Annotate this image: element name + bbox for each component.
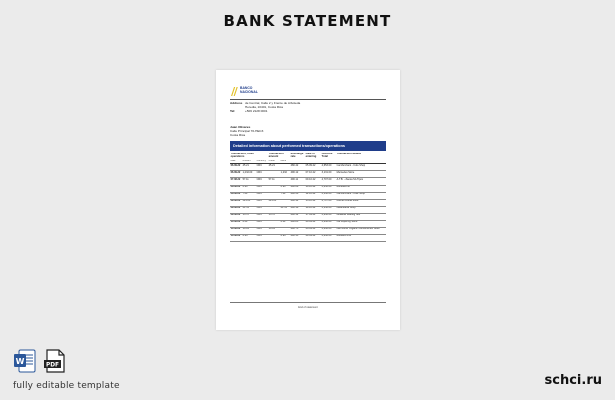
- cell-details: Iva Supering Store: [336, 220, 386, 227]
- subheader-date: Date: [230, 160, 242, 164]
- word-icon-letter: W: [15, 356, 25, 366]
- cell-credit: 16.91: [268, 227, 280, 234]
- header-transaction: Transaction, other operations: [230, 153, 254, 159]
- table-row: [230, 206, 386, 213]
- cell-date-entering: 09.10.22: [305, 178, 321, 185]
- customer-block: [230, 125, 263, 137]
- cell-account-total: 3,131.00: [321, 171, 336, 178]
- cell-credit: [268, 206, 280, 213]
- cell-account-total: 3,152.00: [321, 206, 336, 213]
- cell-date-entering: 10.10.22: [305, 185, 321, 192]
- cell-debit: 6.96: [280, 235, 290, 242]
- document-page: [216, 70, 400, 330]
- cell-exchange-rate: 490.12: [290, 171, 305, 178]
- table-row: [230, 220, 386, 227]
- file-format-icons: [14, 349, 66, 373]
- section-banner: Detailed information about performed transactions/operations: [230, 141, 386, 151]
- cell-credit: [268, 185, 280, 192]
- cell-debit: [280, 164, 290, 171]
- cell-amount: 57.11: [242, 178, 256, 185]
- cell-date: 06.09.22: [230, 171, 242, 178]
- cell-exchange-rate: 490.28: [290, 185, 305, 192]
- cell-date: 08.08.22: [230, 192, 242, 199]
- table-group-header: [230, 153, 386, 160]
- cell-credit: [268, 220, 280, 227]
- transactions-body: [230, 164, 386, 242]
- cell-account-total: 4,653.00: [321, 164, 336, 171]
- cell-exchange-rate: 490.73: [290, 227, 305, 234]
- cell-amount: 7.32: [242, 192, 256, 199]
- cell-currency: CRC: [256, 185, 268, 192]
- cell-date-entering: 17.09.22: [305, 213, 321, 220]
- customer-address-line: Calle Principal 70-HEC3: [230, 129, 264, 133]
- word-file-icon: [14, 349, 36, 373]
- table-row: [230, 235, 386, 242]
- cell-details: Iva Merchant - Cofe Shop: [336, 164, 386, 171]
- cell-date: 09.08.22: [230, 213, 242, 220]
- subheader-debit: Debit: [280, 160, 290, 164]
- cell-debit: [280, 227, 290, 234]
- cell-debit: [280, 213, 290, 220]
- cell-currency: CRC: [256, 206, 268, 213]
- cell-amount: 1,232.00: [242, 171, 256, 178]
- cell-date-entering: 12.10.22: [305, 192, 321, 199]
- pdf-file-icon: [44, 349, 66, 373]
- cell-date: 06.09.22: [230, 164, 242, 171]
- table-row: [230, 213, 386, 220]
- cell-details: Mercedes Store: [336, 171, 386, 178]
- cell-debit: 6.32: [280, 220, 290, 227]
- cell-account-total: 3,130.00: [321, 192, 336, 199]
- cell-date: 09.08.22: [230, 199, 242, 206]
- cell-account-total: 3,232.00: [321, 220, 336, 227]
- cell-currency: CRC: [256, 178, 268, 185]
- info-label: Tel:: [230, 109, 236, 113]
- cell-date-entering: 20.09.22: [305, 220, 321, 227]
- info-row-tel: [230, 109, 386, 113]
- subheader-currency: Currency: [256, 160, 268, 164]
- cell-exchange-rate: 490.13: [290, 235, 305, 242]
- bank-logo-icon: [230, 86, 239, 97]
- cell-date-entering: 13.10.22: [305, 199, 321, 206]
- cell-credit: [268, 192, 280, 199]
- cell-exchange-rate: 490.14: [290, 199, 305, 206]
- header-account-total: Account Total: [321, 153, 333, 159]
- cell-currency: CRC: [256, 171, 268, 178]
- cell-account-total: 4,707.00: [321, 199, 336, 206]
- header-details: Transaction details: [336, 153, 361, 156]
- cell-amount: 45.21: [242, 164, 256, 171]
- cell-credit: 45.21: [268, 164, 280, 171]
- cell-credit: 321.21: [268, 199, 280, 206]
- cell-debit: 7.32: [280, 192, 290, 199]
- header-exchange-rate: Exchange rate: [290, 153, 304, 159]
- table-row: [230, 227, 386, 234]
- table-row: [230, 192, 386, 199]
- table-row: [230, 178, 386, 185]
- subheader-credit: Credit: [268, 160, 280, 164]
- cell-details: Detailfull Waiting Stor: [336, 213, 386, 220]
- table-row: [230, 199, 386, 206]
- cell-date-entering: 07.10.22: [305, 171, 321, 178]
- cell-account-total: 3,232.00: [321, 213, 336, 220]
- pdf-icon-label: PDF: [45, 362, 60, 369]
- cell-details: Iva Merchant - Cole Shop: [336, 192, 386, 199]
- table-row: [230, 164, 386, 171]
- cell-date: 07.08.22: [230, 178, 242, 185]
- cell-date: 10.08.22: [230, 235, 242, 242]
- cell-currency: CRC: [256, 227, 268, 234]
- cell-debit: [280, 178, 290, 185]
- brand-watermark: schci.ru: [544, 373, 602, 388]
- customer-name: Juan Olivares: [230, 125, 251, 129]
- info-value: Heredia, 10401, Costa Rica: [245, 105, 284, 109]
- cell-amount: 6.90: [242, 185, 256, 192]
- cell-amount: 6.32: [242, 220, 256, 227]
- cell-amount: 321.21: [242, 199, 256, 206]
- cell-details: Lavanderia Shop: [336, 206, 386, 213]
- page-title: BANK STATEMENT: [223, 12, 392, 30]
- subheader-amount: Amount: [242, 160, 256, 164]
- table-row: [230, 185, 386, 192]
- cell-date-entering: 26.09.22: [305, 227, 321, 234]
- cell-account-total: 3,232.00: [321, 235, 336, 242]
- template-caption: fully editable template: [13, 381, 120, 391]
- cell-credit: 13.78: [268, 213, 280, 220]
- cell-details: A.T.B. - Zaosa SA Tipos: [336, 178, 386, 185]
- header-divider: [230, 99, 386, 100]
- footer-divider: [230, 302, 386, 303]
- cell-date: 09.08.22: [230, 206, 242, 213]
- header-amount: Transaction amount: [268, 153, 284, 159]
- cell-account-total: 4,707.00: [321, 178, 336, 185]
- cell-amount: 6.96: [242, 235, 256, 242]
- cell-currency: CRC: [256, 164, 268, 171]
- cell-credit: [268, 235, 280, 242]
- cell-date: 08.08.22: [230, 185, 242, 192]
- statement-footer: End of statement: [298, 306, 318, 309]
- cell-date: 10.08.22: [230, 227, 242, 234]
- cell-currency: CRC: [256, 213, 268, 220]
- cell-details: Andres Dubia Store: [336, 199, 386, 206]
- cell-details: Mobiltex eTel: [336, 235, 386, 242]
- cell-credit: [268, 171, 280, 178]
- cell-exchange-rate: 490.83: [290, 220, 305, 227]
- cell-exchange-rate: 490.18: [290, 206, 305, 213]
- cell-currency: CRC: [256, 220, 268, 227]
- bank-contact-info: [230, 101, 386, 113]
- cell-amount: 21.51: [242, 206, 256, 213]
- cell-details: Las Griner Organic Convenience Store: [336, 227, 386, 234]
- cell-account-total: 3,652.00: [321, 185, 336, 192]
- cell-date-entering: 05.09.22: [305, 164, 321, 171]
- table-row: [230, 171, 386, 178]
- cell-currency: CRC: [256, 192, 268, 199]
- cell-details: Moneda Lut: [336, 185, 386, 192]
- header-date-entering: Date of entering: [305, 153, 317, 159]
- customer-address-line: Costa Rica: [230, 133, 246, 137]
- cell-debit: 21.51: [280, 206, 290, 213]
- cell-currency: CRC: [256, 199, 268, 206]
- cell-credit: 57.11: [268, 178, 280, 185]
- cell-debit: [280, 199, 290, 206]
- cell-exchange-rate: 490.36: [290, 192, 305, 199]
- transactions-table: [230, 153, 386, 242]
- cell-debit: 6.90: [280, 185, 290, 192]
- cell-date: 10.08.22: [230, 220, 242, 227]
- bank-name: BANCO NACIONAL: [240, 86, 258, 94]
- cell-date-entering: 14.10.22: [305, 206, 321, 213]
- cell-debit: 1,232: [280, 171, 290, 178]
- info-value: +506 2128 0001: [245, 109, 268, 113]
- cell-exchange-rate: 480.42: [290, 164, 305, 171]
- info-value: de Central, Calle 2 y Frente de Arboleda: [245, 101, 301, 105]
- cell-account-total: 3,232.00: [321, 227, 336, 234]
- cell-date-entering: 29.09.22: [305, 235, 321, 242]
- cell-amount: 16.91: [242, 227, 256, 234]
- info-label: Address: [230, 101, 243, 105]
- cell-amount: 13.78: [242, 213, 256, 220]
- cell-currency: CRC: [256, 235, 268, 242]
- cell-exchange-rate: 490.12: [290, 213, 305, 220]
- cell-exchange-rate: 490.11: [290, 178, 305, 185]
